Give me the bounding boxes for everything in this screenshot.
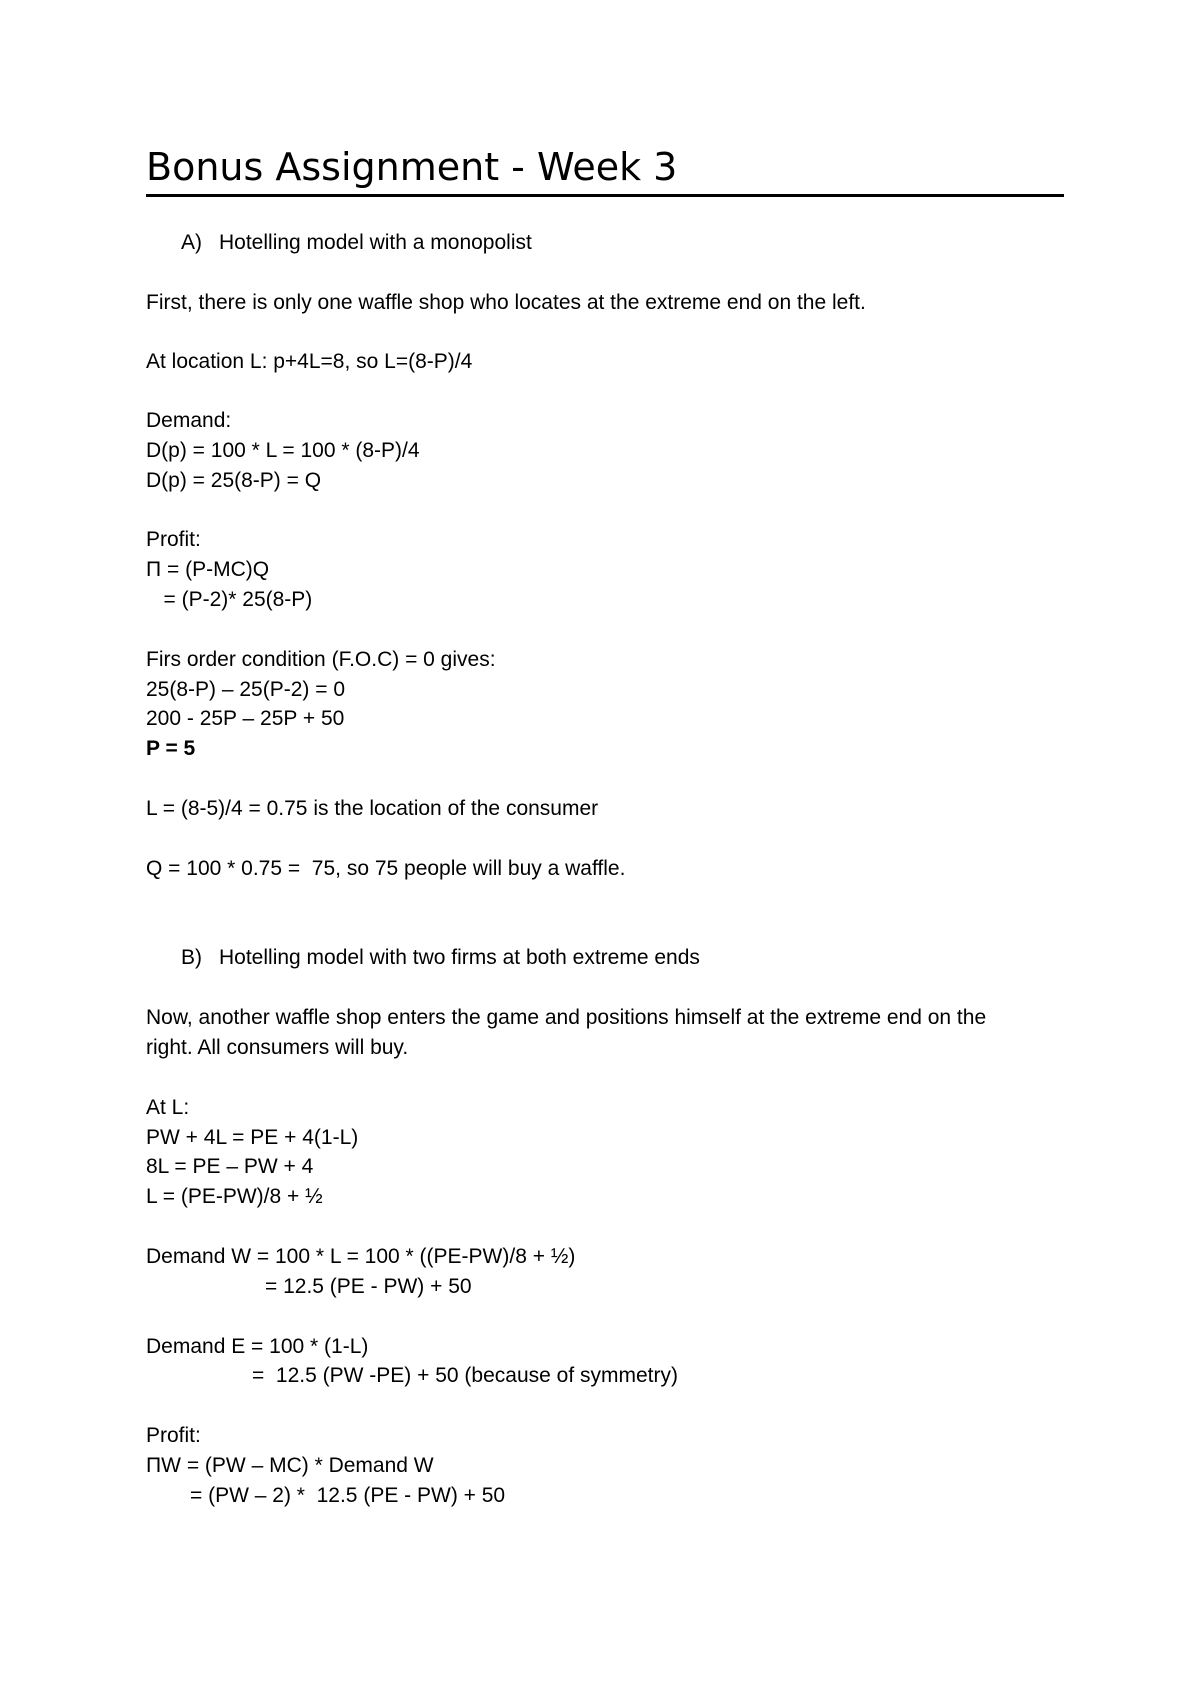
demand-equation-1: D(p) = 100 * L = 100 * (8-P)/4 (146, 439, 420, 462)
section-a-intro: First, there is only one waffle shop who locates at the extreme end on the left. (146, 291, 866, 314)
location-equation: At location L: p+4L=8, so L=(8-P)/4 (146, 350, 473, 373)
profit-equation-1: Π = (P-MC)Q (146, 558, 270, 581)
section-b-title: Hotelling model with two firms at both extreme ends (219, 946, 700, 969)
at-l-label: At L: (146, 1096, 190, 1119)
section-a-title: Hotelling model with a monopolist (219, 231, 532, 254)
title-underline (146, 194, 1064, 197)
quantity-result: Q = 100 * 0.75 = 75, so 75 people will buy a waffle. (146, 857, 626, 880)
profit-label: Profit: (146, 528, 201, 551)
indifference-equation-1: PW + 4L = PE + 4(1-L) (146, 1126, 359, 1149)
demand-e-equation-2: = 12.5 (PW -PE) + 50 (because of symmetry) (252, 1364, 678, 1387)
foc-label: Firs order condition (F.O.C) = 0 gives: (146, 648, 496, 671)
section-b-intro-line-2: right. All consumers will buy. (146, 1036, 409, 1059)
profit-equation-2: = (P-2)* 25(8-P) (146, 588, 313, 611)
indifference-equation-3: L = (PE-PW)/8 + ½ (146, 1185, 323, 1208)
indifference-equation-2: 8L = PE – PW + 4 (146, 1155, 314, 1178)
profit-w-equation-2: = (PW – 2) * 12.5 (PE - PW) + 50 (190, 1484, 506, 1507)
foc-equation-1: 25(8-P) – 25(P-2) = 0 (146, 678, 346, 701)
page-title: Bonus Assignment - Week 3 (146, 145, 678, 189)
foc-equation-2: 200 - 25P – 25P + 50 (146, 707, 345, 730)
demand-equation-2: D(p) = 25(8-P) = Q (146, 469, 322, 492)
demand-w-equation-2: = 12.5 (PE - PW) + 50 (265, 1275, 472, 1298)
demand-label: Demand: (146, 409, 232, 432)
demand-e-equation-1: Demand E = 100 * (1-L) (146, 1335, 369, 1358)
location-result: L = (8-5)/4 = 0.75 is the location of the consumer (146, 797, 599, 820)
price-result: P = 5 (146, 737, 196, 760)
profit-w-equation-1: ΠW = (PW – MC) * Demand W (146, 1454, 434, 1477)
section-b-marker: B) (181, 946, 202, 969)
profit-b-label: Profit: (146, 1424, 201, 1447)
section-b-heading (181, 944, 700, 972)
section-a-marker: A) (181, 231, 202, 254)
section-a-heading (181, 229, 532, 257)
section-b-intro-line-1: Now, another waffle shop enters the game and positions himself at the extreme end on the (146, 1006, 987, 1029)
demand-w-equation-1: Demand W = 100 * L = 100 * ((PE-PW)/8 + ½) (146, 1245, 576, 1268)
